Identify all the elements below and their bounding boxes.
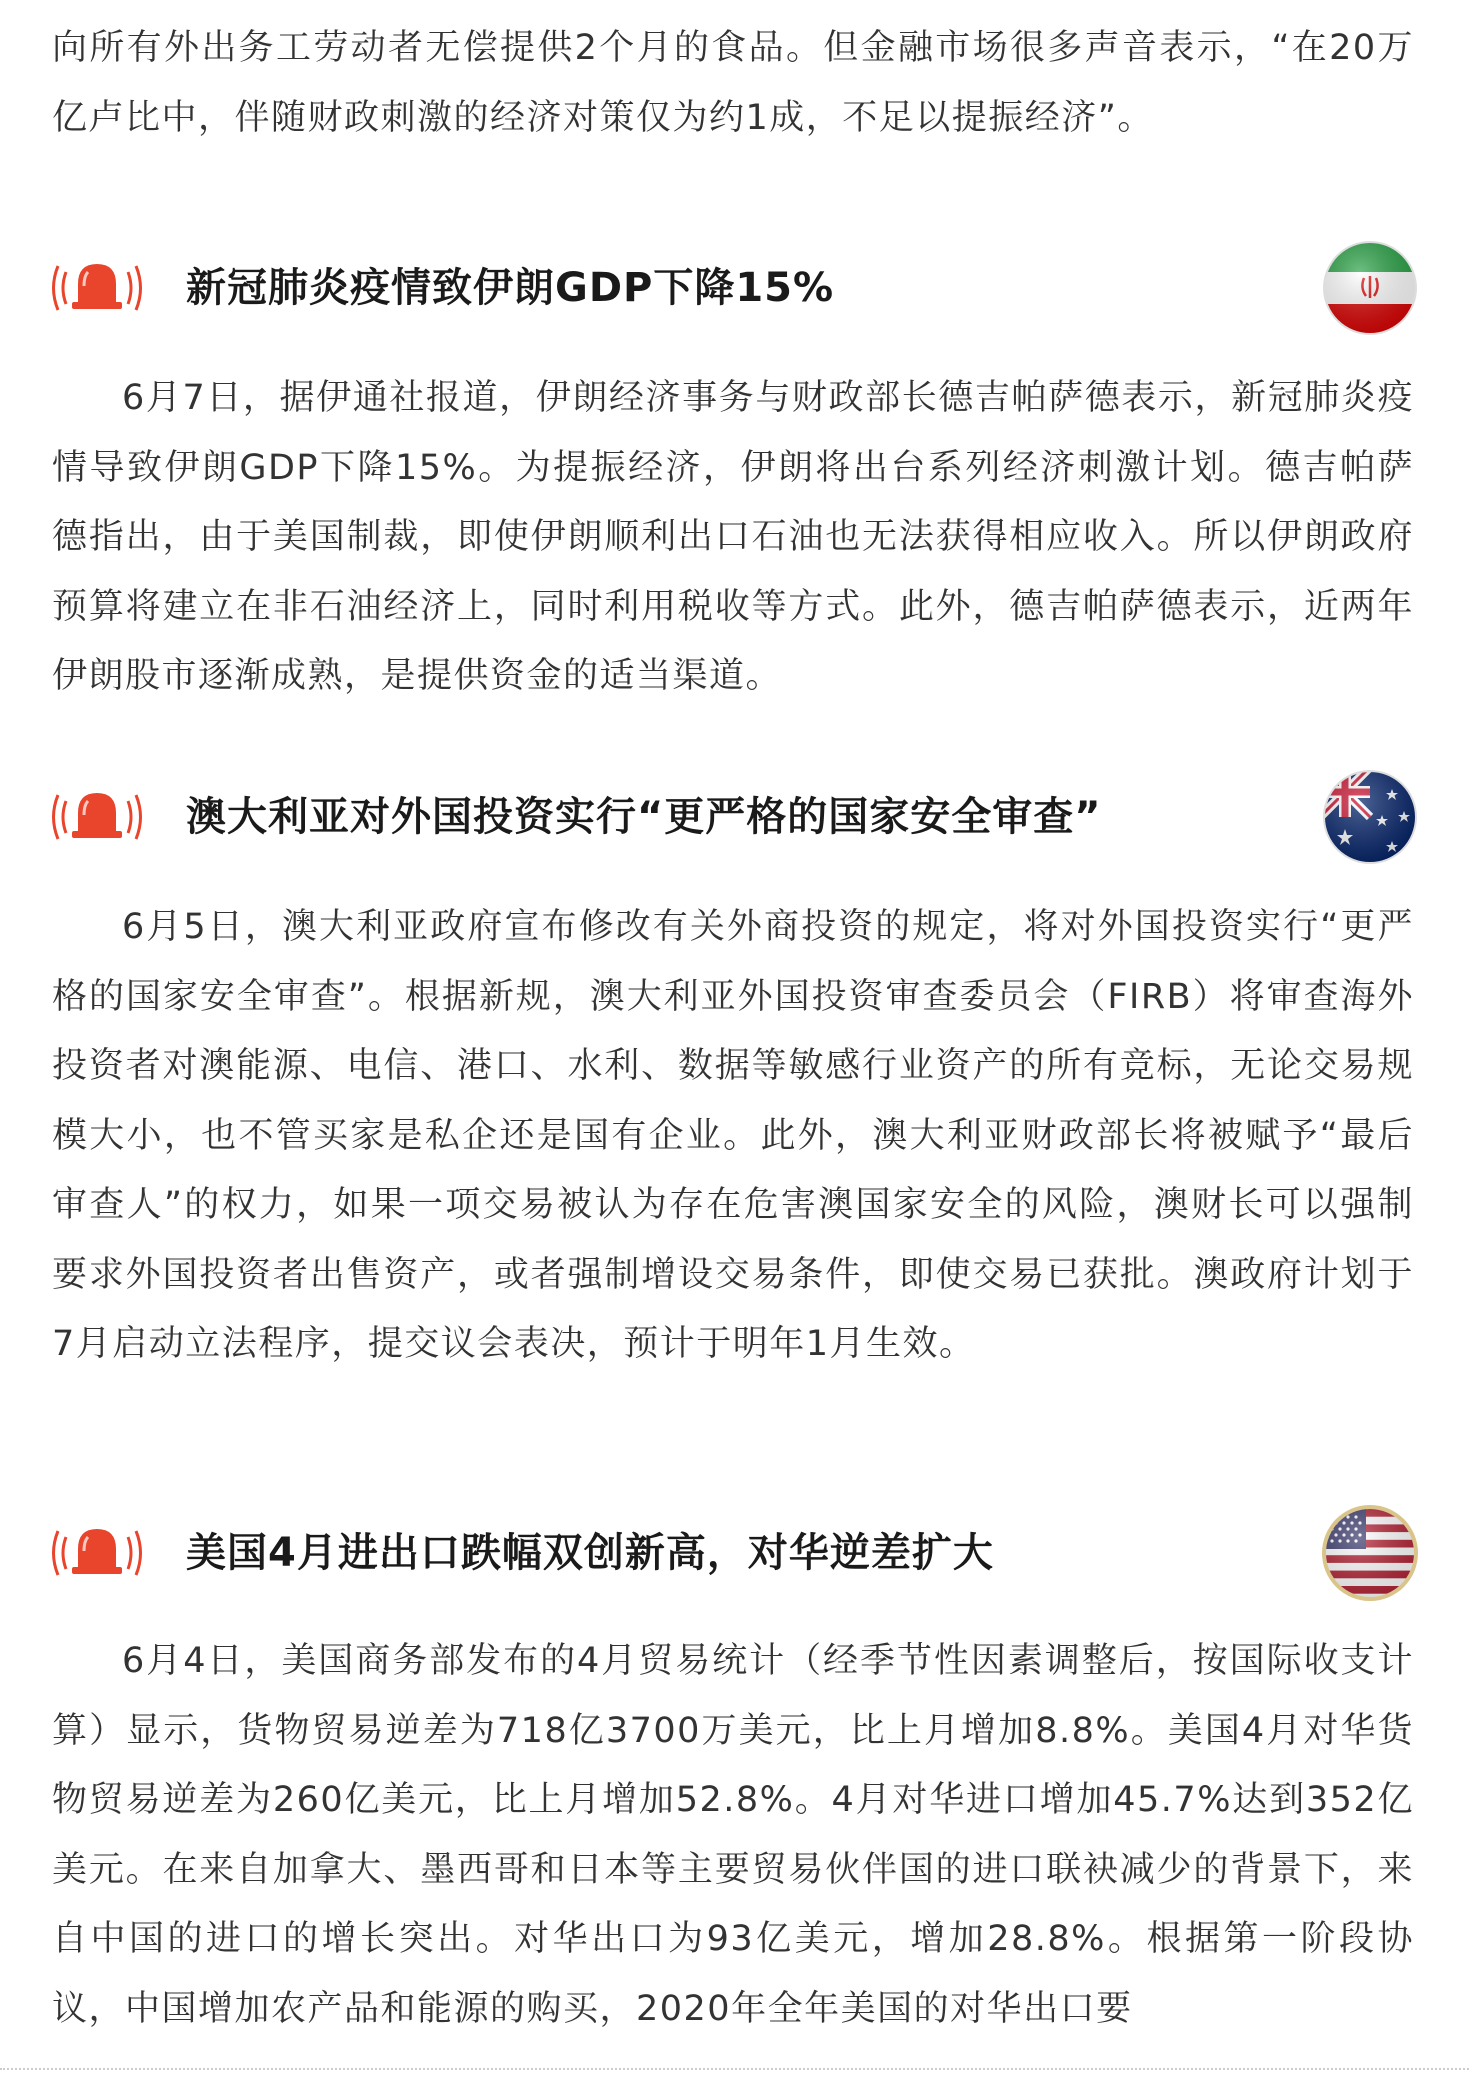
alarm-bell-icon (48, 258, 146, 318)
section-title: 美国4月进出口跌幅双创新高，对华逆差扩大 (186, 1530, 994, 1576)
section-header-usa (48, 1503, 1420, 1603)
australia-flag-icon (1320, 767, 1420, 867)
bottom-divider (0, 2068, 1469, 2070)
section-body: 6月4日，美国商务部发布的4月贸易统计（经季节性因素调整后，按国际收支计算）显示，货物贸易逆差为718亿3700万美元，比上月增加8.8%。美国4月对华货物贸易逆差为260亿美元，比上月增加52.8%。4月对华进口增加45.7%达到352亿美元。在来自加拿大、墨西哥和日本等主要贸易伙伴国的进口联袂减少的背景下，来自中国的进口的增长突出。对华出口为93亿美元，增加28.8%。根据第一阶段协议，中国增加农产品和能源的购买，2020年全年美国的对华出口要 (52, 1641, 1414, 2029)
section-header-iran (48, 238, 1420, 338)
section-body: 6月5日，澳大利亚政府宣布修改有关外商投资的规定，将对外国投资实行“更严格的国家安全审查”。根据新规，澳大利亚外国投资审查委员会（FIRB）将审查海外投资者对澳能源、电信、港口、水利、数据等敏感行业资产的所有竞标，无论交易规模大小，也不管买家是私企还是国有企业。此外，澳大利亚财政部长将被赋予“最后审查人”的权力，如果一项交易被认为存在危害澳国家安全的风险，澳财长可以强制要求外国投资者出售资产，或者强制增设交易条件，即使交易已获批。澳政府计划于7月启动立法程序，提交议会表决，预计于明年1月生效。 (52, 907, 1414, 1364)
section-title: 澳大利亚对外国投资实行“更严格的国家安全审查” (186, 794, 1102, 840)
alarm-bell-icon (48, 787, 146, 847)
usa-flag-icon (1320, 1503, 1420, 1603)
section-body: 6月7日，据伊通社报道，伊朗经济事务与财政部长德吉帕萨德表示，新冠肺炎疫情导致伊朗GDP下降15%。为提振经济，伊朗将出台系列经济刺激计划。德吉帕萨德指出，由于美国制裁，即使伊朗顺利出口石油也无法获得相应收入。所以伊朗政府预算将建立在非石油经济上，同时利用税收等方式。此外，德吉帕萨德表示，近两年伊朗股市逐渐成熟，是提供资金的适当渠道。 (52, 378, 1414, 696)
intro-paragraph: 向所有外出务工劳动者无偿提供2个月的食品。但金融市场很多声音表示，“在20万亿卢比中，伴随财政刺激的经济对策仅为约1成，不足以提振经济”。 (52, 28, 1414, 138)
section-header-australia (48, 767, 1420, 867)
section-title: 新冠肺炎疫情致伊朗GDP下降15% (186, 265, 835, 311)
iran-flag-icon (1320, 238, 1420, 338)
alarm-bell-icon (48, 1523, 146, 1583)
